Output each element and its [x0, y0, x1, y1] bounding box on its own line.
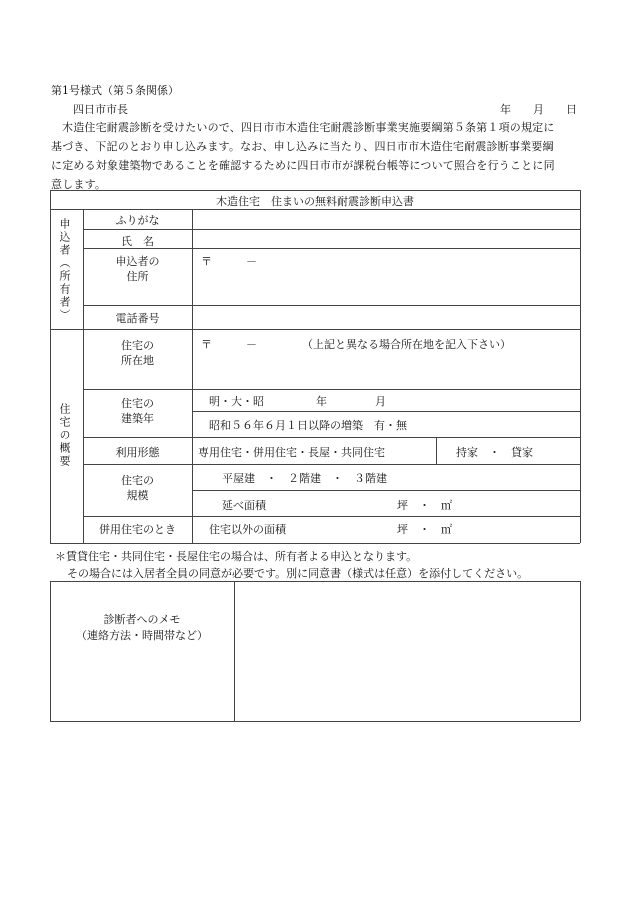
- furigana-label: ふりがな: [115, 214, 160, 227]
- name-label: 氏 名: [121, 235, 154, 248]
- build-year-label-1: 住宅の: [121, 397, 154, 410]
- location-label-2: 所在地: [121, 354, 154, 367]
- floors-options[interactable]: 平屋建 ・ ２階建 ・ ３階建: [222, 472, 387, 485]
- usage-label: 利用形態: [115, 446, 160, 459]
- non-residential-area-units[interactable]: 坪 ・ ㎡: [397, 523, 452, 536]
- furigana-field[interactable]: [193, 210, 579, 229]
- form-title: 木造住宅 住まいの無料耐震診断申込書: [216, 195, 414, 208]
- location-label-1: 住宅の: [121, 339, 154, 352]
- date-day-label: 日: [566, 103, 577, 116]
- intro-line-1: 木造住宅耐震診断を受けたいので、四日市市木造住宅耐震診断事業実施要綱第５条第１項の規定に: [62, 121, 555, 134]
- addressee: 四日市市長: [73, 103, 128, 116]
- memo-sublabel: （連絡方法・時間帯など）: [76, 629, 208, 642]
- extension-question[interactable]: 昭和５６年６月１日以降の増築 有・無: [209, 419, 407, 432]
- applicant-address-label-1: 申込者の: [115, 255, 160, 268]
- build-year-label-2: 建築年: [121, 412, 154, 425]
- intro-line-2: 基づき、下記のとおり申し込みます。なお、申し込みに当たり、四日市市木造住宅耐震診断事業要綱: [51, 140, 554, 153]
- date-month-label: 月: [533, 103, 544, 116]
- non-residential-area-label: 住宅以外の面積: [209, 523, 286, 536]
- date-year-label: 年: [500, 103, 511, 116]
- location-postal-mark: 〒: [201, 338, 212, 351]
- memo-field[interactable]: [235, 582, 579, 720]
- location-postal-dash: －: [246, 338, 257, 351]
- phone-label: 電話番号: [115, 312, 160, 325]
- era-options[interactable]: 明・大・昭: [209, 395, 264, 408]
- applicant-postal-mark: 〒: [201, 255, 212, 268]
- applicant-section-label: 申込者（所有者）: [58, 218, 71, 322]
- applicant-address-label-2: 住所: [126, 270, 149, 283]
- location-field[interactable]: [193, 330, 579, 388]
- intro-line-4: 意します。: [51, 178, 107, 191]
- applicant-address-field[interactable]: [193, 249, 579, 304]
- scale-label-2: 規模: [126, 489, 149, 502]
- note-line-2: その場合には入居者全員の同意が必要です。別に同意書（様式は任意）を添付してください。: [67, 567, 529, 580]
- house-section-label: 住宅の概要: [58, 403, 71, 468]
- ownership-options[interactable]: 持家 ・ 貸家: [456, 446, 533, 459]
- location-note: （上記と異なる場合所在地を記入下さい）: [302, 338, 511, 351]
- usage-options[interactable]: 専用住宅・併用住宅・長屋・共同住宅: [198, 446, 385, 459]
- floor-area-label: 延べ面積: [222, 499, 266, 512]
- mixed-use-label: 併用住宅のとき: [99, 523, 176, 536]
- memo-label: 診断者へのメモ: [103, 613, 181, 626]
- scale-label-1: 住宅の: [121, 474, 154, 487]
- applicant-postal-dash: －: [246, 255, 257, 268]
- name-field[interactable]: [193, 230, 579, 248]
- year-unit: 年: [316, 395, 327, 408]
- note-line-1: ＊賃貸住宅・共同住宅・長屋住宅の場合は、所有者よる申込となります。: [55, 550, 418, 563]
- intro-line-3: に定める対象建築物であることを確認するために四日市市が課税台帳等について照合を行うことに同: [51, 159, 555, 172]
- floor-area-units[interactable]: 坪 ・ ㎡: [397, 499, 452, 512]
- non-residential-area-field[interactable]: [300, 518, 390, 538]
- floor-area-field[interactable]: [280, 493, 390, 511]
- form-number: 第1号様式（第５条関係）: [51, 84, 179, 97]
- phone-field[interactable]: [193, 306, 579, 328]
- intro-paragraph: [51, 118, 581, 194]
- month-unit: 月: [375, 395, 386, 408]
